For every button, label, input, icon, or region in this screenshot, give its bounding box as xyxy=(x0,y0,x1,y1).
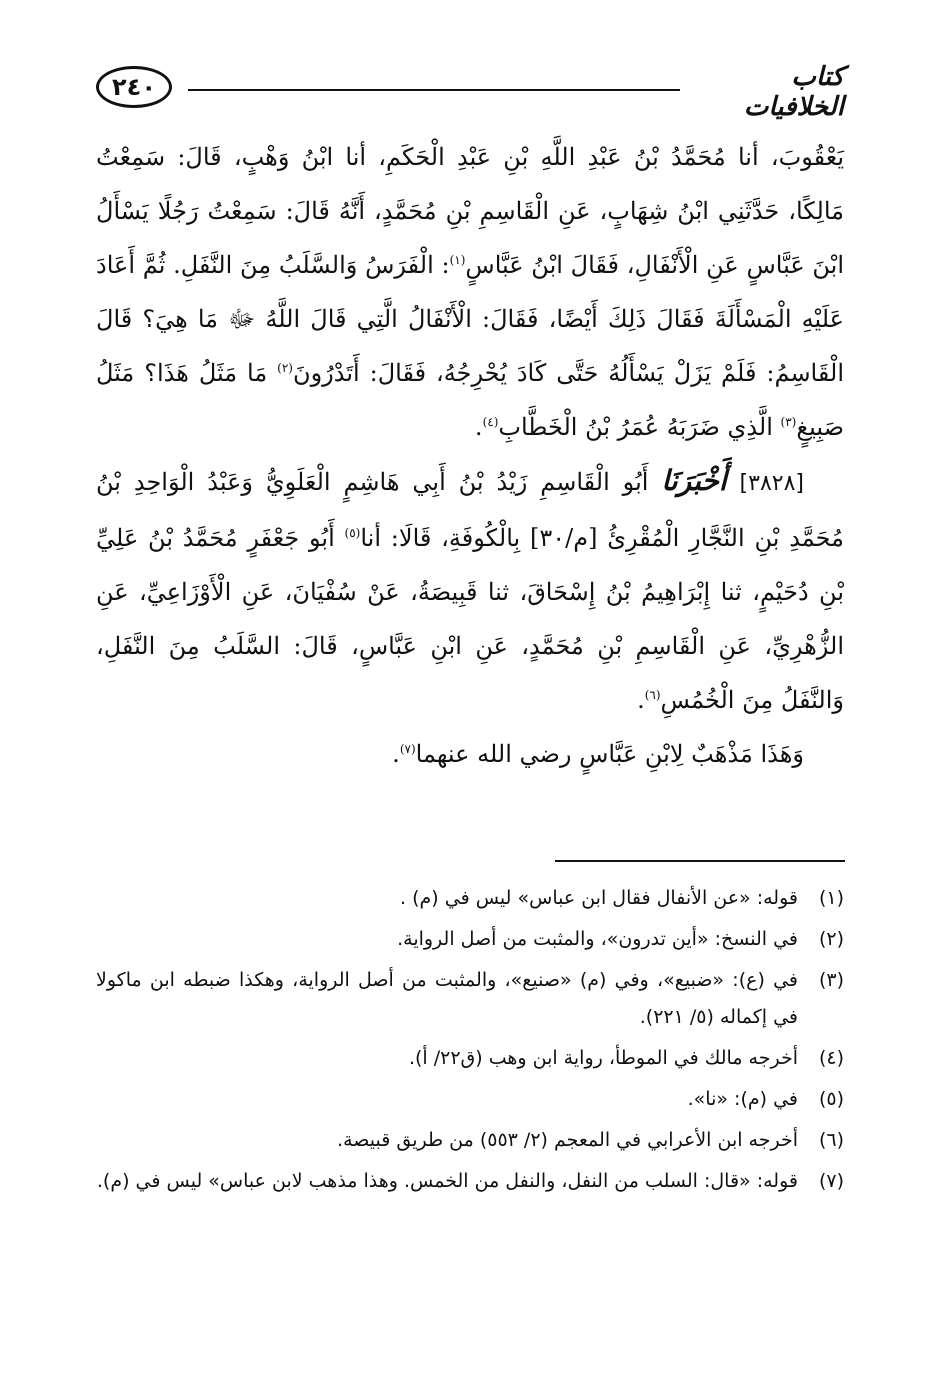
footnotes xyxy=(96,880,844,1204)
footnote-number: (٢) xyxy=(818,928,844,950)
footnote-ref[interactable]: (٧) xyxy=(399,742,416,756)
text-segment: . xyxy=(637,686,645,714)
main-text xyxy=(96,130,844,781)
footnote-number: (٦) xyxy=(818,1129,844,1151)
text-segment: أَبُو الْقَاسِمِ زَيْدُ بْنُ أَبِي هَاشِمٍ الْعَلَوِيُّ وَعَبْدُ الْوَاحِدِ بْنُ مُحَمَّدِ بْنِ النَّجَّارِ الْمُقْرِئُ [م/٣٠] بِالْكُوفَةِ، قَالَا: أنا xyxy=(96,468,845,552)
book-title: كتاب الخلافيات xyxy=(743,62,844,122)
text-segment: : الْفَرَسُ وَالسَّلَبُ مِنَ النَّفَلِ. ثُمَّ أَعَادَ عَلَيْهِ الْمَسْأَلَةَ فَقَالَ ذَلِكَ أَيْضًا، فَقَالَ: الْأَنْفَالُ الَّتِي قَالَ اللَّهُ ﷻ مَا هِيَ؟ قَالَ الْقَاسِمُ: فَلَمْ يَزَلْ يَسْأَلُهُ حَتَّى كَادَ يُحْرِجُهُ، فَقَالَ: أَتَدْرُونَ xyxy=(96,251,844,387)
text-segment: أَبُو جَعْفَرٍ مُحَمَّدُ بْنُ عَلِيِّ بْنِ دُحَيْمٍ، ثنا إِبْرَاهِيمُ بْنُ إِسْحَاقَ، ثنا قَبِيصَةُ، عَنْ سُفْيَانَ، عَنِ الْأَوْزَاعِيِّ، عَنِ الزُّهْرِيِّ، عَنِ الْقَاسِمِ بْنِ مُحَمَّدٍ، عَنِ ابْنِ عَبَّاسٍ، قَالَ: السَّلَبُ مِنَ النَّفَلِ، وَالنَّفَلُ مِنَ الْخُمُسِ xyxy=(96,524,844,714)
footnote-number: (٧) xyxy=(818,1170,844,1192)
footnote-number: (١) xyxy=(818,887,844,909)
footnote-number: (٤) xyxy=(818,1047,844,1069)
footnote-text: أخرجه ابن الأعرابي في المعجم (٢/ ٥٥٣) من طريق قبيصة. xyxy=(337,1129,798,1151)
hadith-number: [٣٨٢٨] xyxy=(739,471,804,496)
footnote-ref[interactable]: (٥) xyxy=(344,526,361,540)
footnote-ref[interactable]: (٦) xyxy=(644,688,661,702)
footnote-ref[interactable]: (٣) xyxy=(780,415,797,429)
footnote-item xyxy=(96,921,844,958)
footnote-item xyxy=(96,1163,844,1200)
header-rule xyxy=(188,89,680,91)
footnote-item xyxy=(96,1122,844,1159)
footnote-ref[interactable]: (١) xyxy=(449,253,466,267)
footnote-text: في (ع): «ضبيع»، وفي (م) «صنيع»، والمثبت من أصل الرواية، وهكذا ضبطه ابن ماكولا في إكماله (٥/ ٢٢١). xyxy=(96,969,798,1028)
paragraph-2 xyxy=(96,454,844,727)
paragraph-1 xyxy=(96,130,844,454)
footnote-text: في (م): «نا». xyxy=(687,1088,798,1110)
footnote-item xyxy=(96,1040,844,1077)
text-segment: الَّذِي ضَرَبَهُ عُمَرُ بْنُ الْخَطَّابِ xyxy=(498,413,781,441)
closing-line xyxy=(96,727,844,781)
footnote-item xyxy=(96,962,844,1036)
text-segment: مَا مَثَلُ هَذَا؟ مَثَلُ صَبِيغٍ xyxy=(96,359,844,441)
footnote-number: (٣) xyxy=(818,969,844,991)
footnote-item xyxy=(96,1081,844,1118)
footnote-text: في النسخ: «أين تدرون»، والمثبت من أصل الرواية. xyxy=(397,928,798,950)
footnote-ref[interactable]: (٢) xyxy=(277,361,293,375)
page-header xyxy=(96,62,844,122)
footnote-separator xyxy=(555,860,845,862)
text-segment: . xyxy=(474,413,483,441)
footnote-text: قوله: «عن الأنفال فقال ابن عباس» ليس في (م) . xyxy=(400,887,798,909)
footnote-text: أخرجه مالك في الموطأ، رواية ابن وهب (ق٢٢/ أ). xyxy=(408,1047,798,1069)
text-segment: يَعْقُوبَ، أنا مُحَمَّدُ بْنُ عَبْدِ اللَّهِ بْنِ عَبْدِ الْحَكَمِ، أنا ابْنُ وَهْبٍ، قَالَ: سَمِعْتُ مَالِكًا، حَدَّثَنِي ابْنُ شِهَابٍ، عَنِ الْقَاسِمِ بْنِ مُحَمَّدٍ، أَنَّهُ قَالَ: سَمِعْتُ رَجُلًا يَسْأَلُ ابْنَ عَبَّاسٍ عَنِ الْأَنْفَالِ، فَقَالَ ابْنُ عَبَّاسٍ xyxy=(96,143,844,279)
footnote-text: قوله: «قال: السلب من النفل، والنفل من الخمس. وهذا مذهب لابن عباس» ليس في (م). xyxy=(96,1170,798,1192)
text-segment: . xyxy=(392,740,400,768)
page-number: ٢٤٠ xyxy=(96,66,172,108)
footnote-number: (٥) xyxy=(818,1088,844,1110)
footnote-item xyxy=(96,880,844,917)
akhbarana-word: أَخْبَرَنَا xyxy=(661,464,727,497)
footnote-ref[interactable]: (٤) xyxy=(482,415,499,429)
text-segment: وَهَذَا مَذْهَبٌ لِابْنِ عَبَّاسٍ رضي الله عنهما xyxy=(415,740,804,768)
